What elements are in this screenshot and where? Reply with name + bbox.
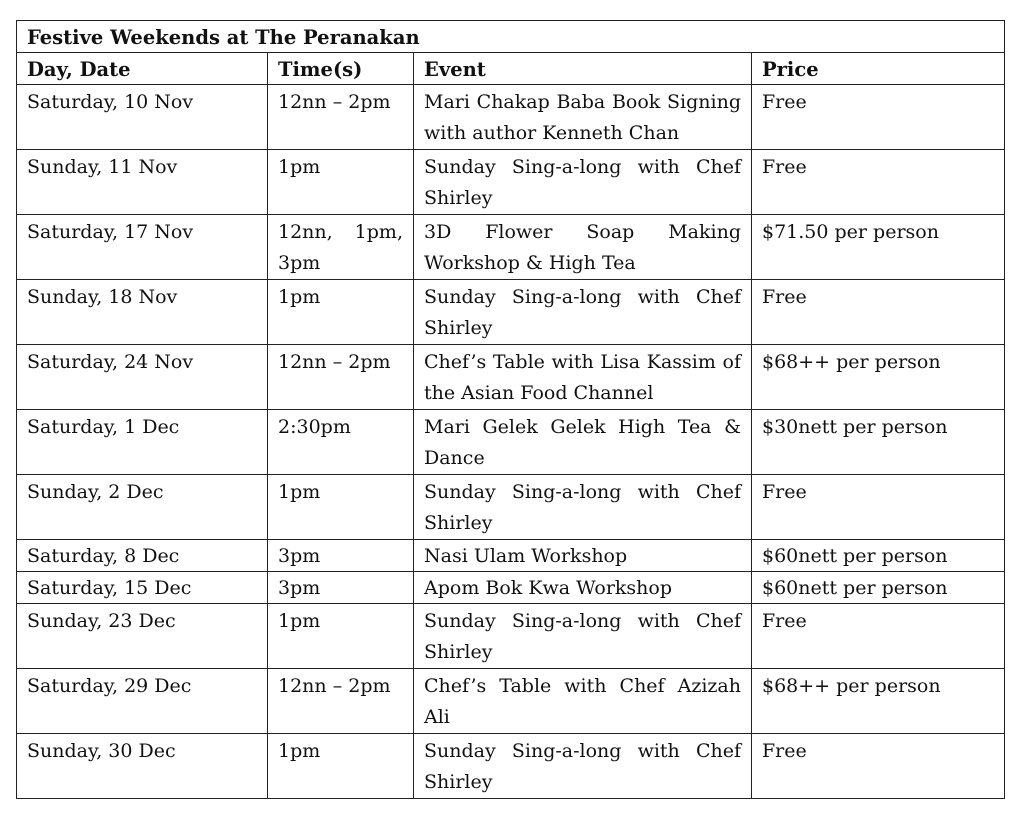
table-row	[17, 734, 1005, 799]
cell-time: 3pm	[268, 572, 414, 604]
cell-time: 1pm	[268, 280, 414, 345]
table-row	[17, 280, 1005, 345]
cell-day: Sunday, 11 Nov	[17, 150, 268, 215]
cell-price: $60nett per person	[752, 540, 1005, 572]
cell-time: 12nn – 2pm	[268, 85, 414, 150]
header-time: Time(s)	[268, 53, 414, 85]
header-price: Price	[752, 53, 1005, 85]
cell-event: 3D Flower Soap Making Workshop & High Tea	[414, 215, 752, 280]
table-title: Festive Weekends at The Peranakan	[17, 21, 1005, 53]
header-day: Day, Date	[17, 53, 268, 85]
cell-day: Sunday, 18 Nov	[17, 280, 268, 345]
cell-day: Saturday, 17 Nov	[17, 215, 268, 280]
table-row	[17, 85, 1005, 150]
cell-event: Sunday Sing-a-long with Chef Shirley	[414, 475, 752, 540]
cell-day: Saturday, 24 Nov	[17, 345, 268, 410]
cell-event: Mari Chakap Baba Book Signing with author Kenneth Chan	[414, 85, 752, 150]
table-row	[17, 150, 1005, 215]
cell-price: $30nett per person	[752, 410, 1005, 475]
cell-day: Saturday, 29 Dec	[17, 669, 268, 734]
cell-event: Mari Gelek Gelek High Tea & Dance	[414, 410, 752, 475]
cell-price: Free	[752, 604, 1005, 669]
cell-price: $71.50 per person	[752, 215, 1005, 280]
cell-price: Free	[752, 280, 1005, 345]
events-table	[16, 20, 1005, 799]
cell-event: Apom Bok Kwa Workshop	[414, 572, 752, 604]
cell-price: Free	[752, 475, 1005, 540]
cell-event: Chef’s Table with Chef Azizah Ali	[414, 669, 752, 734]
cell-event: Sunday Sing-a-long with Chef Shirley	[414, 150, 752, 215]
cell-time: 1pm	[268, 734, 414, 799]
cell-time: 1pm	[268, 475, 414, 540]
table-row	[17, 475, 1005, 540]
cell-event: Nasi Ulam Workshop	[414, 540, 752, 572]
cell-event: Sunday Sing-a-long with Chef Shirley	[414, 604, 752, 669]
title-row	[17, 21, 1005, 53]
table-row	[17, 604, 1005, 669]
table-row	[17, 540, 1005, 572]
cell-price: Free	[752, 734, 1005, 799]
table-row	[17, 669, 1005, 734]
cell-day: Sunday, 30 Dec	[17, 734, 268, 799]
cell-day: Saturday, 1 Dec	[17, 410, 268, 475]
cell-day: Saturday, 15 Dec	[17, 572, 268, 604]
cell-event: Sunday Sing-a-long with Chef Shirley	[414, 734, 752, 799]
cell-time: 12nn – 2pm	[268, 345, 414, 410]
table-row	[17, 410, 1005, 475]
table-row	[17, 215, 1005, 280]
header-event: Event	[414, 53, 752, 85]
cell-time: 1pm	[268, 150, 414, 215]
cell-time: 12nn, 1pm, 3pm	[268, 215, 414, 280]
table-row	[17, 572, 1005, 604]
cell-price: $68++ per person	[752, 669, 1005, 734]
cell-time: 3pm	[268, 540, 414, 572]
header-row	[17, 53, 1005, 85]
cell-price: Free	[752, 150, 1005, 215]
cell-event: Sunday Sing-a-long with Chef Shirley	[414, 280, 752, 345]
cell-price: $68++ per person	[752, 345, 1005, 410]
cell-price: Free	[752, 85, 1005, 150]
cell-day: Saturday, 10 Nov	[17, 85, 268, 150]
cell-time: 2:30pm	[268, 410, 414, 475]
cell-time: 1pm	[268, 604, 414, 669]
cell-event: Chef’s Table with Lisa Kassim of the Asian Food Channel	[414, 345, 752, 410]
table-row	[17, 345, 1005, 410]
cell-day: Sunday, 2 Dec	[17, 475, 268, 540]
cell-day: Sunday, 23 Dec	[17, 604, 268, 669]
cell-day: Saturday, 8 Dec	[17, 540, 268, 572]
cell-time: 12nn – 2pm	[268, 669, 414, 734]
cell-price: $60nett per person	[752, 572, 1005, 604]
